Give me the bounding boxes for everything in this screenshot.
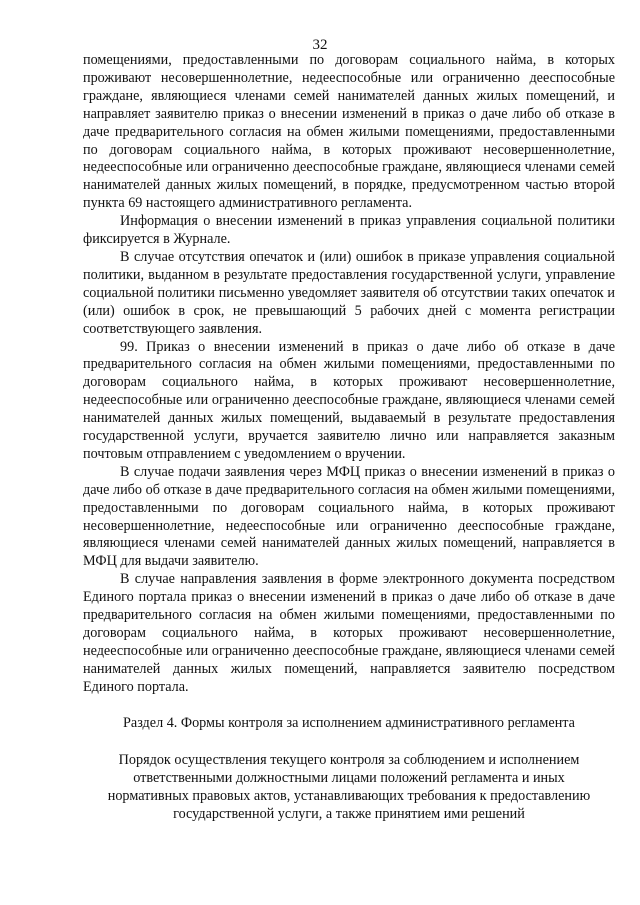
subsection-line: Порядок осуществления текущего контроля за соблюдением и исполнением: [118, 752, 580, 768]
paragraph-mfc: В случае подачи заявления через МФЦ приказ о внесении изменений в приказ о даче либо об отказе в даче предварительного согласия на обмен жилыми помещениями, предоставленными по договорам социального найма, в которых проживают несовершеннолетние, недееспособные или ограниченно дееспособные граждане, являющиеся членами семей нанимателей данных жилых помещений, направляется в МФЦ для выдачи заявителю.: [83, 463, 615, 570]
subsection-line: ответственными должностными лицами положений регламента и иных: [133, 770, 565, 786]
paragraph-99: 99. Приказ о внесении изменений в приказ о даче либо об отказе в даче предварительного согласия на обмен жилыми помещениями, предоставленными по договорам социального найма, в которых проживают несовершеннолетние, недееспособные или ограниченно дееспособные граждане, являющиеся членами семей нанимателей данных жилых помещений, выдаваемый в результате предоставления государственной услуги, вручается заявителю лично или направляется заказным почтовым отправлением с уведомлением о вручении.: [83, 338, 615, 462]
page-number: 32: [312, 37, 328, 53]
subsection-line: нормативных правовых актов, устанавливающих требования к предоставлению: [107, 788, 591, 804]
paragraph-no-errors: В случае отсутствия опечаток и (или) ошибок в приказе управления социальной политики, выданном в результате предоставления государственной услуги, управление социальной политики письменно уведомляет заявителя об отсутствии таких опечаток и (или) ошибок в срок, не превышающий 5 рабочих дней с момента регистрации соответствующего заявления.: [83, 248, 615, 337]
paragraph-continuation: помещениями, предоставленными по договорам социального найма, в которых проживают несовершеннолетние, недееспособные или ограниченно дееспособные граждане, являющиеся членами семей нанимателей данных жилых помещений, и направляет заявителю приказ о внесении изменений в приказ о даче либо об отказе в даче предварительного согласия на обмен жилыми помещениями, предоставленными по договорам социального найма, в которых проживают несовершеннолетние, недееспособные или ограниченно дееспособные граждане, являющиеся членами семей нанимателей данных жилых помещений, в порядке, предусмотренном частью второй пункта 69 настоящего административного регламента.: [83, 52, 615, 212]
subsection-line: государственной услуги, а также принятием ими решений: [173, 806, 525, 822]
subsection-heading: [83, 751, 615, 823]
section-title: Раздел 4. Формы контроля за исполнением административного регламента: [123, 715, 575, 731]
paragraph-portal: В случае направления заявления в форме электронного документа посредством Единого портала приказ о внесении изменений в приказ о даче либо об отказе в даче предварительного согласия на обмен жилыми помещениями, предоставленными по договорам социального найма, в которых проживают несовершеннолетние, недееспособные или ограниченно дееспособные граждане, являющиеся членами семей нанимателей данных жилых помещений, направляется заявителю посредством Единого портала.: [83, 571, 615, 695]
paragraph-journal-info: Информация о внесении изменений в приказ управления социальной политики фиксируется в Журнале.: [83, 213, 615, 248]
body-text: [83, 52, 615, 697]
